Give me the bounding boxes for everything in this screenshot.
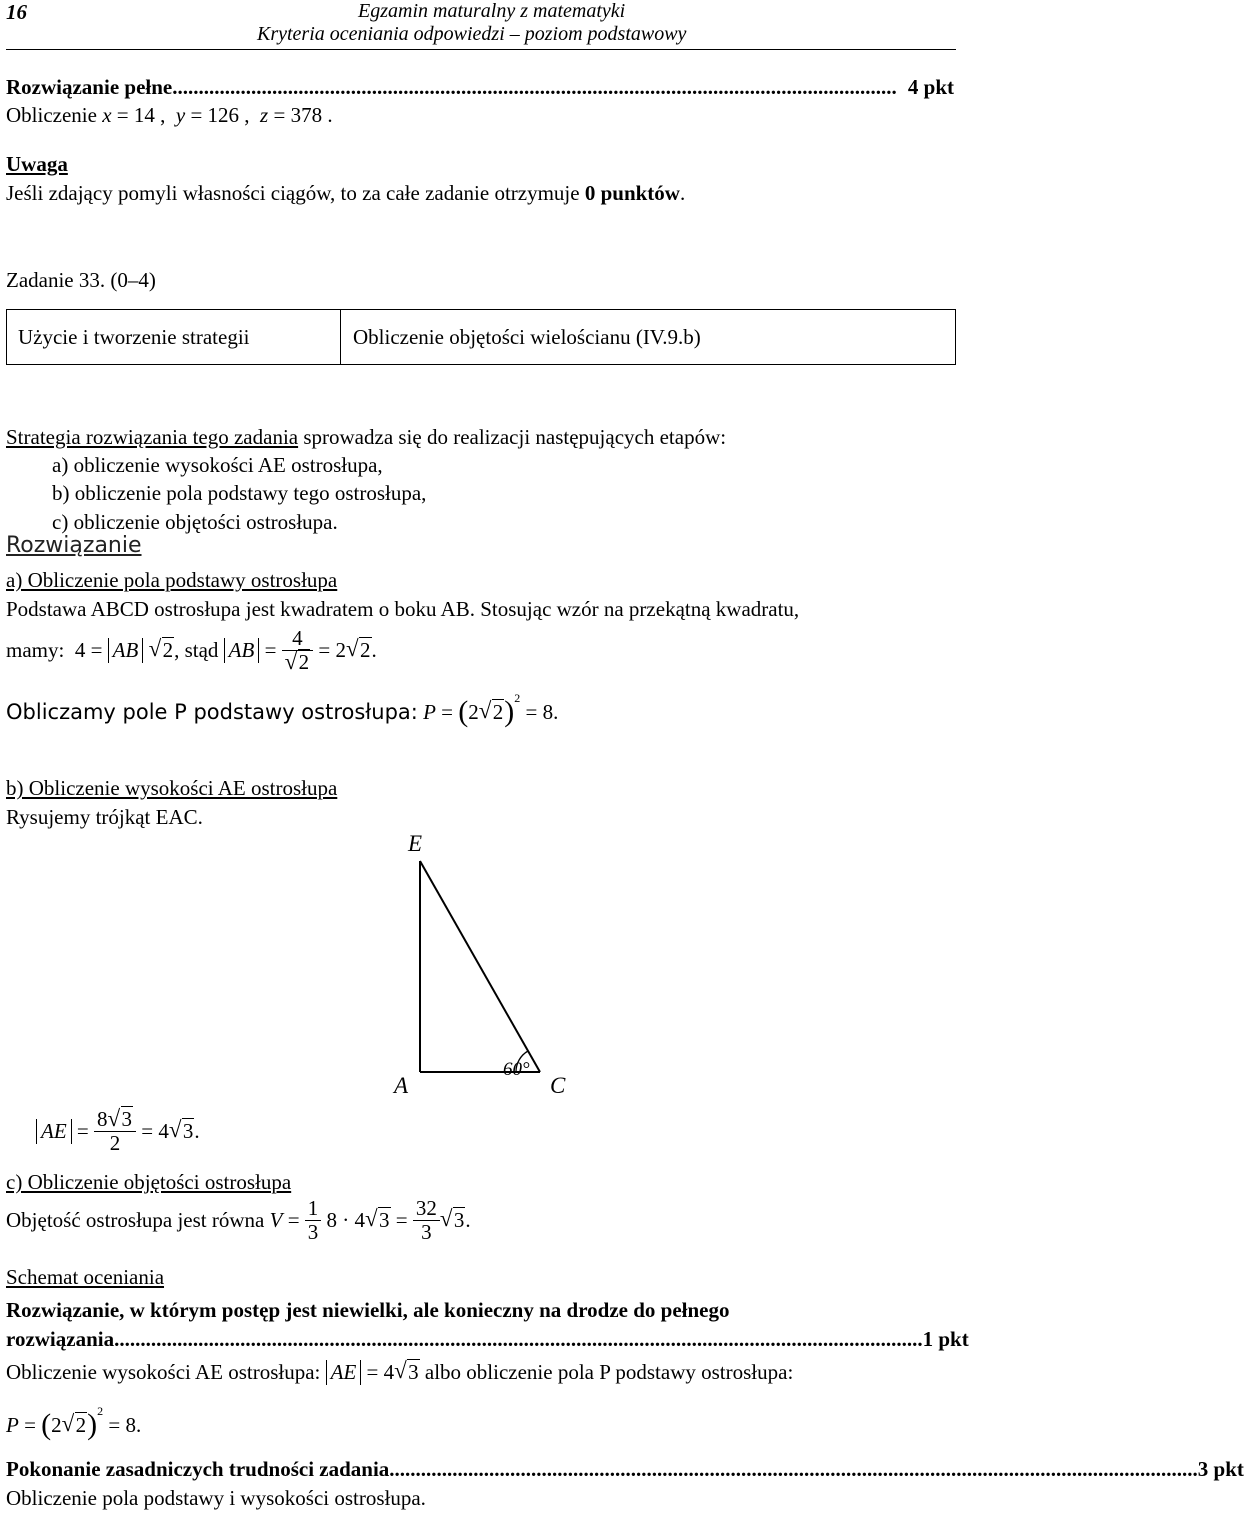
page-number: 16 (6, 0, 27, 24)
task-table (6, 309, 956, 365)
triangle-side-ec (420, 861, 540, 1072)
header-title: Egzamin maturalny z matematyki (358, 0, 626, 22)
part-a-title: a) Obliczenie pola podstawy ostrosłupa (6, 568, 338, 592)
part-c-equation: Objętość ostrosłupa jest równa V = $\frac{1}{3}$ 8 · 4 √ 3 = $\frac{32}{3}$ √ 3 . (6, 1197, 471, 1244)
level1-area: P = ( 2 √ 2 ) $^2$ = 8. (6, 1408, 141, 1442)
solution-heading: Rozwiązanie (6, 533, 142, 558)
note-title: Uwaga (6, 152, 68, 176)
level1-title-line1: Rozwiązanie, w którym postęp jest niewielki, ale konieczny na drodze do pełnego (6, 1298, 730, 1322)
task-requirement: Obliczenie objętości wielościanu (IV.9.b) (353, 325, 701, 349)
task-skill: Użycie i tworzenie strategii (7, 310, 341, 364)
strategy-intro: Strategia rozwiązania tego zadania sprowadza się do realizacji następujących etapów: (6, 425, 727, 449)
full-solution-computation: Obliczenie x = 14 , y = 126 , z = 378 . (6, 103, 333, 127)
part-b-result: AE = $\frac{8√ 3}{2}$ = 4 √ 3 . (36, 1108, 200, 1155)
part-c-title: c) Obliczenie objętości ostrosłupa (6, 1170, 292, 1194)
full-solution-points: 4 pkt (907, 75, 954, 99)
level1-text: Obliczenie wysokości AE ostrosłupa: AE = 4 √ 3 albo obliczenie pola P podstawy ostrosłupa: (6, 1360, 793, 1385)
level3-text: Obliczenie pola podstawy i wysokości ostrosłupa. (6, 1486, 426, 1510)
header-subtitle: Kryteria oceniania odpowiedzi – poziom podstawowy (257, 23, 687, 45)
level3-title: Pokonanie zasadniczych trudności zadania .......................................................................................................................................................... 3 pkt (6, 1457, 1244, 1481)
level1-points: 1 pkt (922, 1327, 969, 1351)
label-c: C (550, 1073, 566, 1098)
note-text: Jeśli zdający pomyli własności ciągów, to za całe zadanie otrzymuje 0 punktów. (6, 181, 686, 205)
task-title: Zadanie 33. (0–4) (6, 268, 156, 292)
part-a-text: Podstawa ABCD ostrosłupa jest kwadratem o boku AB. Stosując wzór na przekątną kwadratu, (6, 597, 800, 621)
strategy-step-b: b) obliczenie pola podstawy tego ostrosłupa, (52, 481, 427, 505)
part-a-equation: mamy: 4 = AB √ 2 , stąd AB = 4 √ 2 = 2 √ 2 . (6, 627, 377, 674)
angle-label: 60° (503, 1059, 530, 1080)
strategy-step-a: a) obliczenie wysokości AE ostrosłupa, (52, 453, 383, 477)
header-rule (6, 49, 956, 50)
triangle-figure (380, 825, 610, 1110)
label-a: A (394, 1073, 409, 1098)
level3-points: 3 pkt (1197, 1457, 1244, 1481)
strategy-step-c: c) obliczenie objętości ostrosłupa. (52, 510, 338, 534)
part-a-area: Obliczamy pole P podstawy ostrosłupa: P = ( 2 √ 2 ) $^2$ = 8. (6, 695, 558, 729)
part-b-title: b) Obliczenie wysokości AE ostrosłupa (6, 776, 338, 800)
scoring-heading: Schemat oceniania (6, 1265, 165, 1289)
part-b-text: Rysujemy trójkąt EAC. (6, 805, 203, 829)
level1-title-line2: rozwiązania .......................................................................................................................................................... 1 pkt (6, 1327, 969, 1351)
label-e: E (408, 831, 423, 856)
full-solution-label: Rozwiązanie pełne .......................................................................................................................................... 4 pkt (6, 75, 954, 99)
